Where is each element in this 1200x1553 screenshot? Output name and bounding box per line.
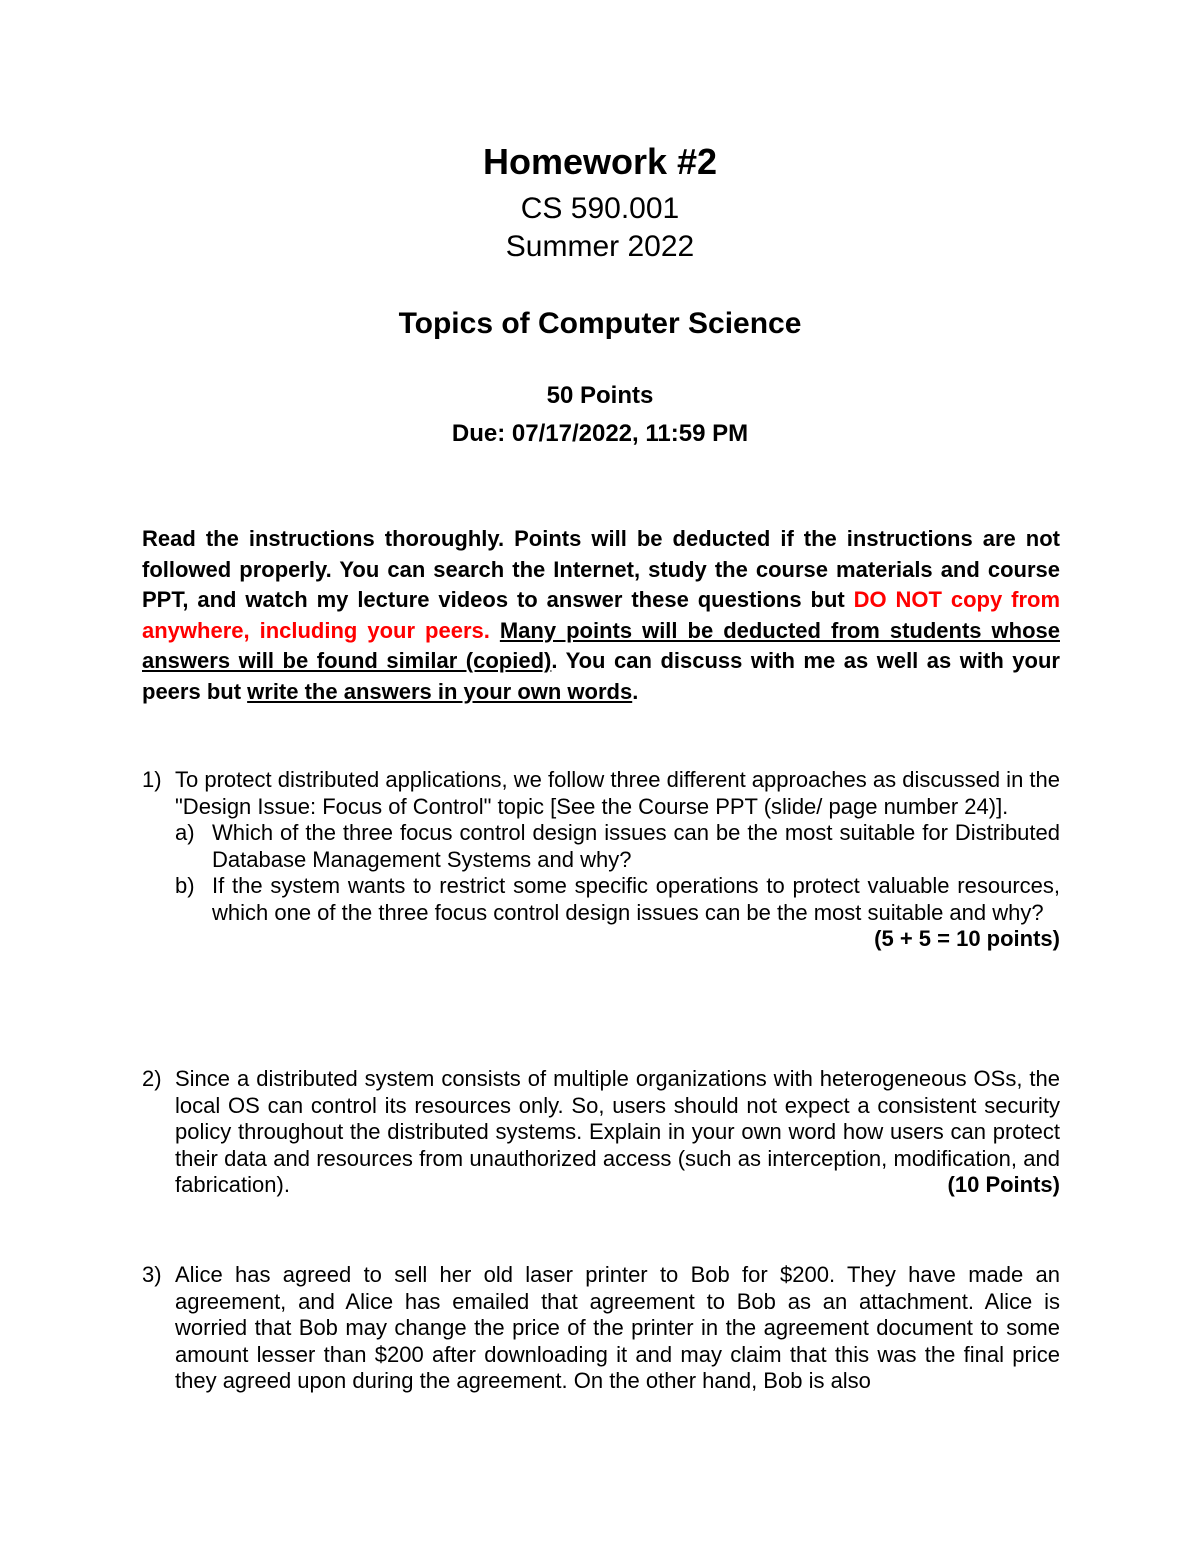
- question-text: To protect distributed applications, we follow three different approaches as discussed in the "Design Issue: Focus of Control" topic [See the Course PPT (slide/ page number 24)].: [175, 767, 1060, 819]
- question-number: 1): [142, 767, 162, 792]
- question-text: Alice has agreed to sell her old laser printer to Bob for $200. They have made an agreement, and Alice has emailed that agreement to Bob as an attachment. Alice is worried that Bob may change the price of the printer in the agreement document to some amount lesser than $200 after downloading it and may claim that this was the final price they agreed upon during the agreement. On the other hand, Bob is also: [175, 1262, 1060, 1393]
- question-2: [142, 1066, 1060, 1199]
- homework-title: Homework #2: [482, 141, 718, 182]
- total-points: 50 Points: [546, 382, 654, 409]
- part-label: b): [175, 873, 195, 898]
- instructions-text-2: . You can discuss with me as well as with your peers but: [142, 648, 1060, 704]
- question-part-b: [175, 873, 1060, 951]
- part-text-wrapper: [212, 873, 1060, 951]
- due-date: Due: 07/17/2022, 11:59 PM: [451, 420, 749, 447]
- instructions-paragraph: [142, 524, 1060, 707]
- part-text: Which of the three focus control design issues can be the most suitable for Distributed Database Management Systems and why?: [212, 820, 1060, 872]
- question-number: 3): [142, 1262, 162, 1287]
- instructions-text: Read the instructions thoroughly. Points will be deducted if the instructions are not followed properly. You can search the Internet, study the course materials and course PPT, and watch my lecture videos to answer these questions but: [142, 526, 1060, 612]
- question-part-a: [175, 820, 1060, 873]
- question-1: [142, 767, 1060, 953]
- question-points: (5 + 5 = 10 points): [874, 926, 1060, 951]
- question-3: [142, 1262, 1060, 1395]
- course-subject: Topics of Computer Science: [398, 307, 802, 340]
- course-code: CS 590.001: [520, 192, 680, 225]
- question-body: [175, 1066, 1060, 1199]
- instructions-end: .: [632, 678, 639, 704]
- question-text: Since a distributed system consists of multiple organizations with heterogeneous OSs, the local OS can control its resources only. So, users should not expect a consistent security policy throughout the distributed systems. Explain in your own word how users can protect their data and resources from unauthorized access (such as interception, modification, and fabrication).: [175, 1066, 1060, 1197]
- own-words-note: write the answers in your own words: [247, 678, 633, 704]
- course-term: Summer 2022: [505, 230, 695, 263]
- copy-warning: DO NOT copy from anywhere, including your peers.: [142, 587, 1060, 643]
- part-text: If the system wants to restrict some specific operations to protect valuable resources, which one of the three focus control design issues can be the most suitable and why?: [212, 873, 1060, 925]
- part-label: a): [175, 820, 195, 845]
- question-points: (10 Points): [947, 1172, 1060, 1197]
- deduction-warning: Many points will be deducted from students whose answers will be found similar (copied): [142, 617, 1060, 673]
- question-number: 2): [142, 1066, 162, 1091]
